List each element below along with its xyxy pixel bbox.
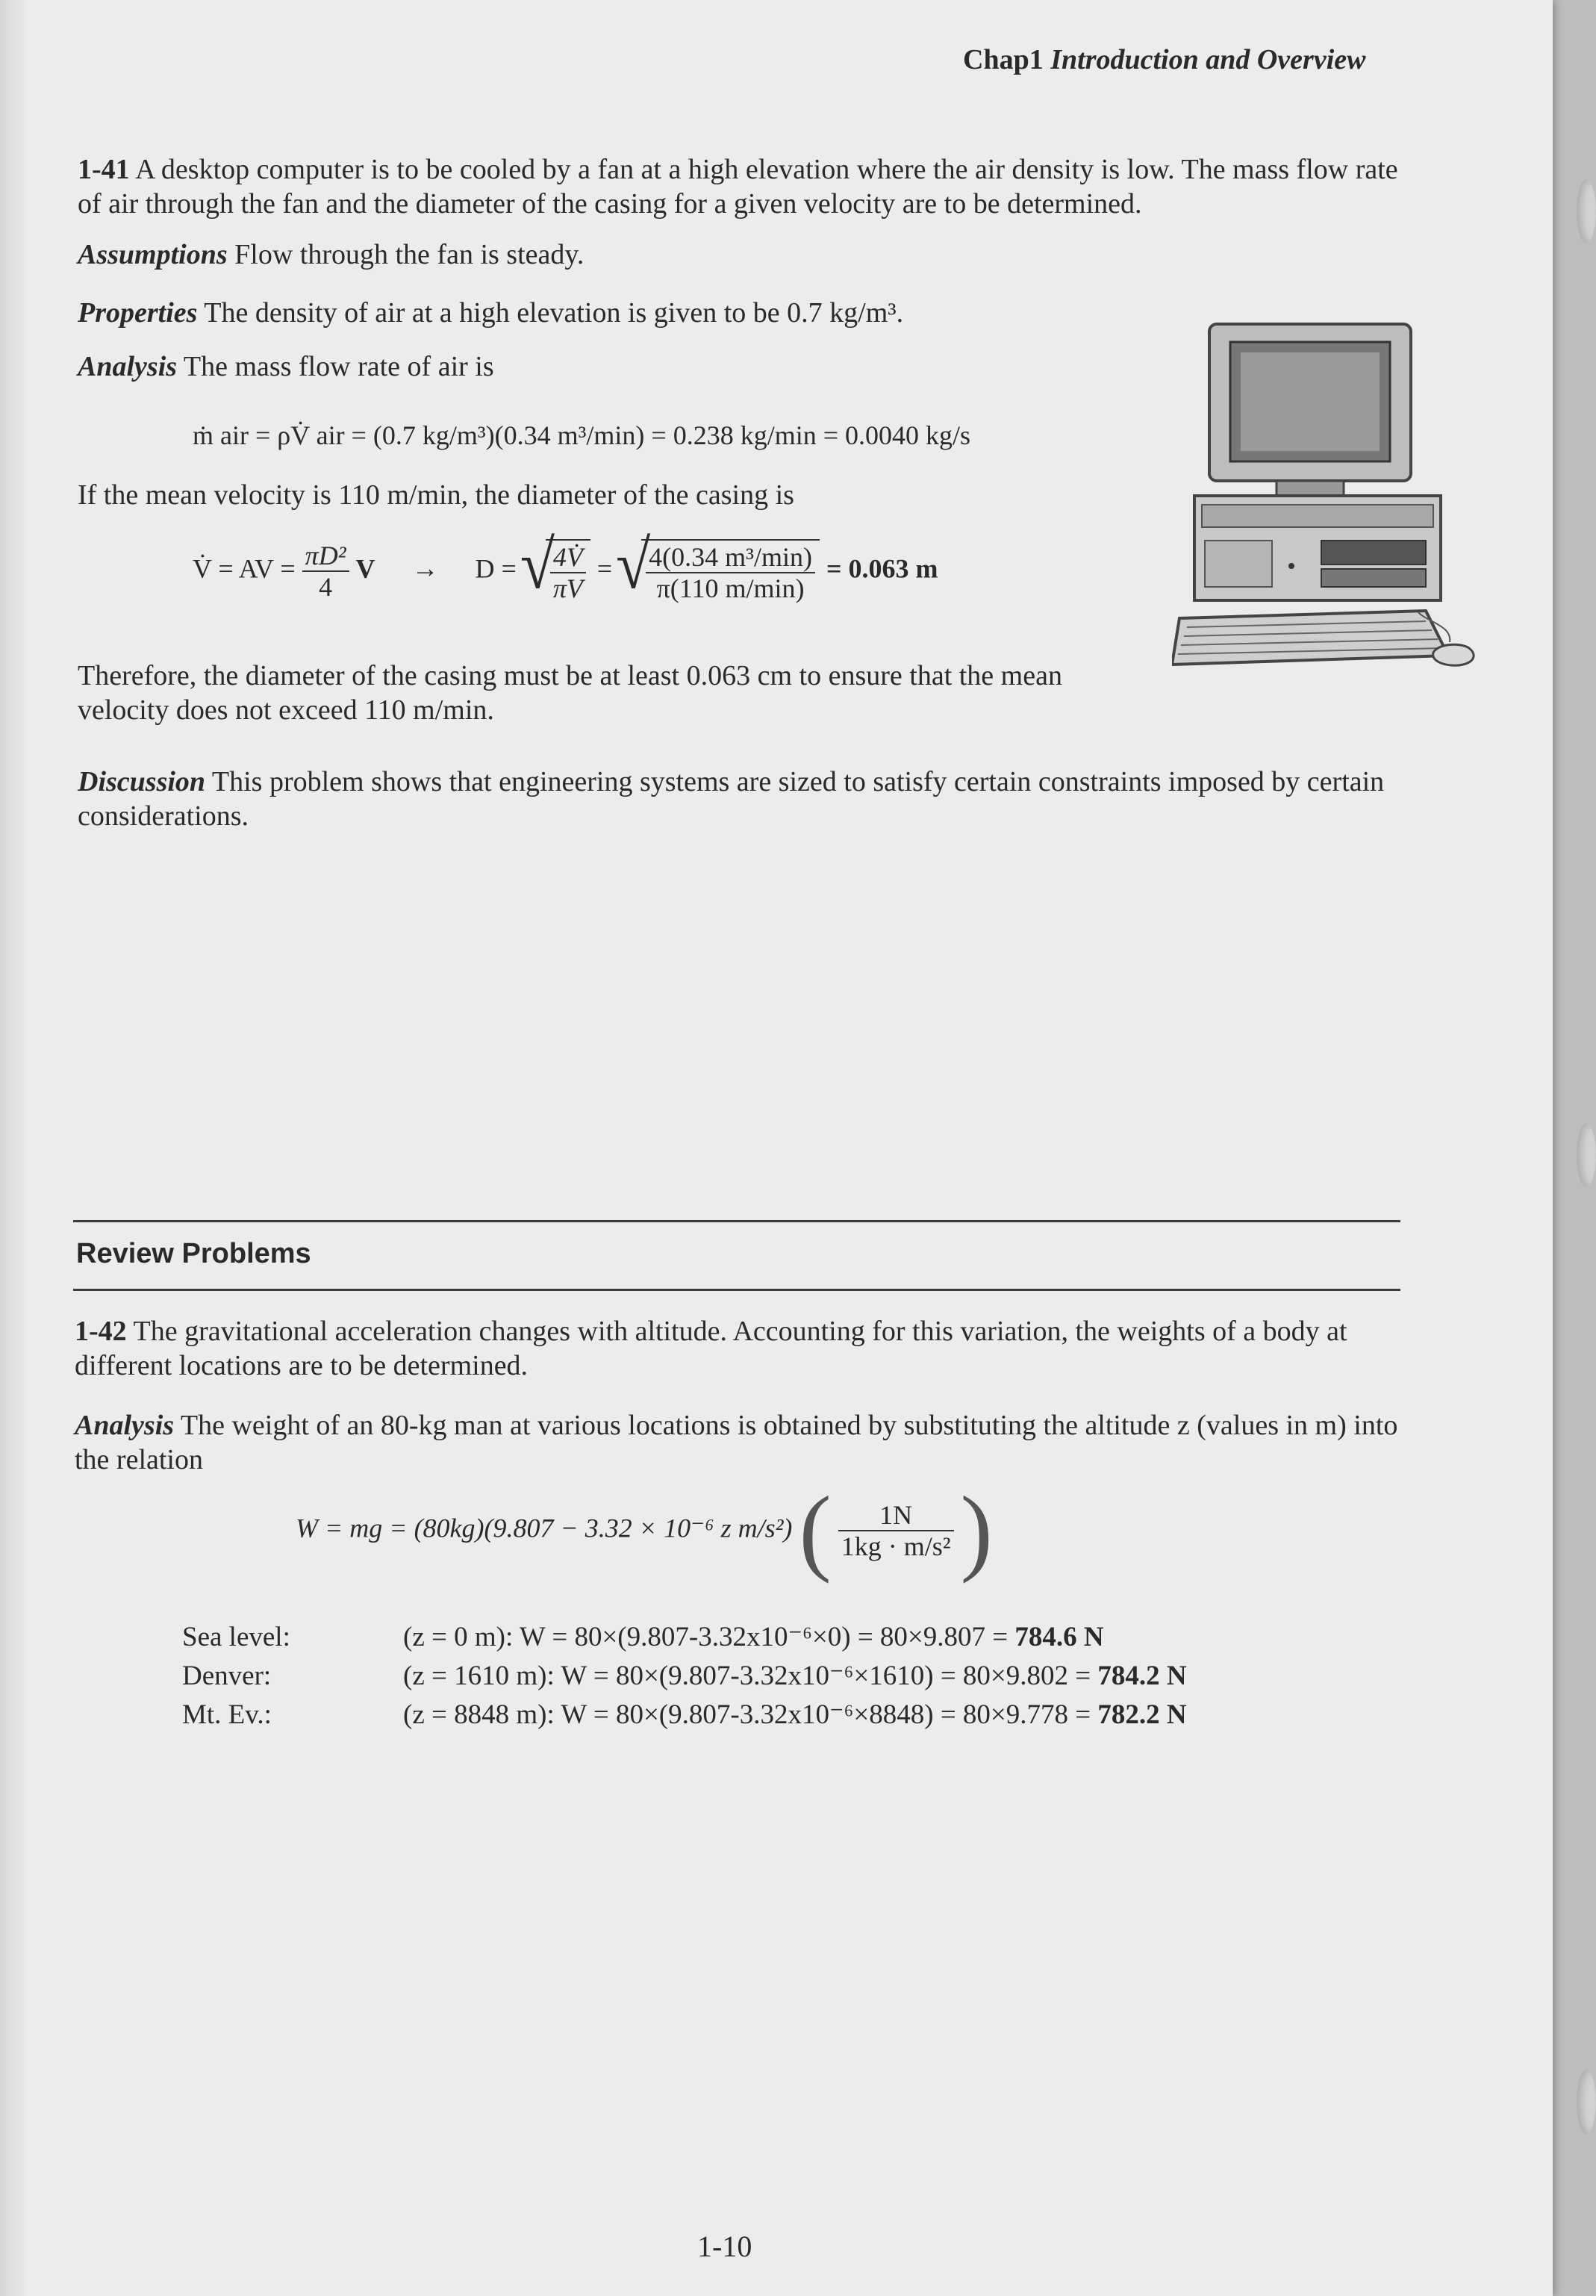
problem-statement: The gravitational acceleration changes with altitude. Accounting for this variation, the weights of a body at different locations are to be determined. xyxy=(75,1316,1347,1381)
location-label: Mt. Ev.: xyxy=(182,1699,272,1730)
eq2-result: = 0.063 m xyxy=(826,553,938,584)
keyboard-icon xyxy=(1172,611,1448,665)
weight-eq-main: W = mg = (80kg)(9.807 − 3.32 × 10⁻⁶ z m/s²) xyxy=(296,1513,793,1543)
analysis-paragraph-1-42 xyxy=(75,1408,1411,1477)
weight-calc: (z = 8848 m): W = 80×(9.807-3.32x10⁻⁶×8848) = 80×9.778 = xyxy=(403,1699,1098,1730)
eq2-sqrt1-frac xyxy=(550,542,586,603)
desktop-computer-illustration xyxy=(1172,320,1500,678)
weight-equation xyxy=(296,1477,993,1584)
discussion-label: Discussion xyxy=(78,766,206,797)
assumptions-line xyxy=(78,237,584,272)
right-paren-icon: ) xyxy=(960,1477,993,1584)
weight-calc-row xyxy=(403,1620,1104,1655)
eq2-velocity: V xyxy=(355,553,375,584)
analysis-text: The weight of an 80-kg man at various locations is obtained by substituting the altitude z (values in m) into the relation xyxy=(75,1410,1398,1475)
problem-statement: A desktop computer is to be cooled by a fan at a high elevation where the air density is low. The mass flow rate of air through the fan and the diameter of the casing for a given velocity are to be determined. xyxy=(78,154,1398,220)
unit-conversion-fraction xyxy=(838,1500,954,1561)
properties-line xyxy=(78,296,903,330)
mouse-icon xyxy=(1433,644,1474,665)
problem-1-41-intro xyxy=(78,152,1414,221)
problem-1-42-intro xyxy=(75,1314,1411,1383)
section-rule-bottom xyxy=(73,1289,1400,1291)
assumptions-label: Assumptions xyxy=(78,239,228,270)
eq2-lhs: V̇ = AV = xyxy=(193,553,296,584)
eq2-sqrt2-frac xyxy=(646,542,815,603)
power-led-icon xyxy=(1288,563,1294,569)
mass-flow-equation: ṁ air = ρV̇ air = (0.7 kg/m³)(0.34 m³/min) = 0.238 kg/min = 0.0040 kg/s xyxy=(193,420,971,450)
eq2-frac-num: πD² xyxy=(302,541,349,572)
unit-frac-num: 1N xyxy=(838,1500,954,1531)
location-label: Sea level: xyxy=(182,1622,290,1652)
problem-number: 1-42 xyxy=(75,1316,127,1347)
binder-hole xyxy=(1577,1123,1596,1187)
eq2-sqrt2-num: √ 4(0.34 m³/min) xyxy=(646,542,815,573)
weight-calc-row xyxy=(403,1659,1187,1693)
page-number: 1-10 xyxy=(697,2230,752,2263)
eq2-sqrt1-num: √ 4V̇ xyxy=(550,542,586,573)
section-rule-top xyxy=(73,1220,1400,1222)
unit-frac-den: 1kg · m/s² xyxy=(841,1531,951,1561)
arrow-icon: → xyxy=(411,553,439,584)
weight-result: 784.6 N xyxy=(1014,1622,1104,1652)
front-panel xyxy=(1205,541,1272,587)
system-unit-top xyxy=(1202,505,1433,527)
eq2-equals: = xyxy=(596,553,613,584)
eq2-area-fraction xyxy=(302,541,349,602)
review-problems-heading: Review Problems xyxy=(76,1238,311,1269)
assumptions-text: Flow through the fan is steady. xyxy=(234,239,585,270)
analysis-label: Analysis xyxy=(75,1410,175,1441)
discussion-text: This problem shows that engineering systems are sized to satisfy certain constraints imposed by certain considerations. xyxy=(78,766,1385,832)
weight-result: 782.2 N xyxy=(1097,1699,1187,1730)
properties-label: Properties xyxy=(78,297,198,329)
problem-number: 1-41 xyxy=(78,154,130,185)
drive-bay-icon xyxy=(1321,541,1426,564)
weight-calc-row xyxy=(403,1698,1187,1732)
velocity-sentence: If the mean velocity is 110 m/min, the diameter of the casing is xyxy=(78,479,794,511)
location-label: Denver: xyxy=(182,1661,272,1691)
monitor-screen-glare xyxy=(1241,352,1380,451)
discussion-paragraph xyxy=(78,765,1414,833)
eq2-sqrt-1 xyxy=(546,539,590,603)
eq2-sqrt2-den: π(110 m/min) xyxy=(656,573,805,603)
left-paren-icon: ( xyxy=(799,1477,832,1584)
eq2-sqrt1-den: πV xyxy=(552,573,583,603)
diameter-equation xyxy=(193,539,938,603)
weight-calc: (z = 1610 m): W = 80×(9.807-3.32x10⁻⁶×1610) = 80×9.802 = xyxy=(403,1661,1098,1691)
chapter-title: Introduction and Overview xyxy=(1050,44,1366,75)
binder-hole xyxy=(1577,2070,1596,2134)
therefore-paragraph: Therefore, the diameter of the casing must be at least 0.063 cm to ensure that the mean velocity does not exceed 110 m/min. xyxy=(78,660,1062,726)
weight-result: 784.2 N xyxy=(1097,1661,1187,1691)
eq2-sqrt-2 xyxy=(641,539,820,603)
analysis-label: Analysis xyxy=(78,351,178,382)
eq2-frac-den: 4 xyxy=(319,572,333,602)
analysis-text: The mass flow rate of air is xyxy=(183,351,494,382)
chapter-number: Chap1 xyxy=(963,44,1044,75)
binder-hole xyxy=(1577,179,1596,243)
running-header xyxy=(963,43,1365,76)
weight-calc: (z = 0 m): W = 80×(9.807-3.32x10⁻⁶×0) = 80×9.807 = xyxy=(403,1622,1015,1652)
analysis-line xyxy=(78,349,494,384)
scan-shadow xyxy=(0,0,30,2296)
eq2-d: D = xyxy=(475,553,517,584)
monitor-stand xyxy=(1277,481,1344,496)
properties-text: The density of air at a high elevation is given to be 0.7 kg/m³. xyxy=(204,297,904,329)
floppy-drive-icon xyxy=(1321,569,1426,587)
